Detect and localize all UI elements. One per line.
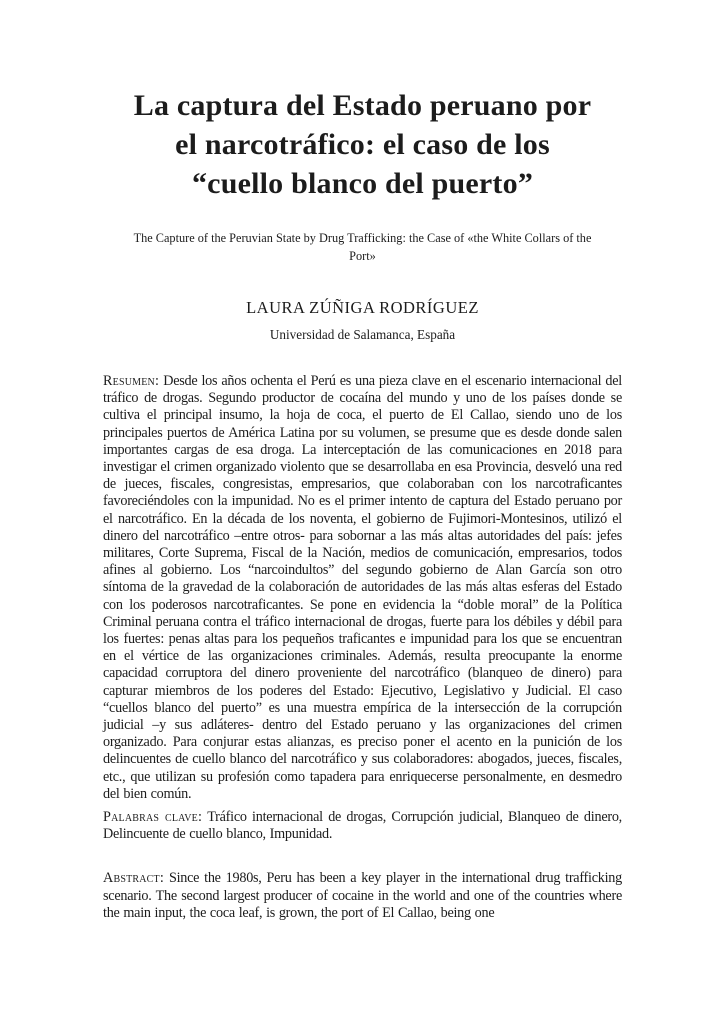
author-affiliation: Universidad de Salamanca, España xyxy=(269,327,456,342)
article-title xyxy=(103,86,622,203)
author-name: LAURA ZÚÑIGA RODRÍGUEZ xyxy=(246,298,479,317)
article-subtitle-line-1: The Capture of the Peruvian State by Drug Trafficking: the Case of «the White Collars of the xyxy=(133,231,592,245)
resumen-text: Desde los años ochenta el Perú es una pieza clave en el escenario internacional del tráfico de drogas. Segundo productor de cocaína del mundo y uno de los países donde se cultiva el principal insumo, la hoja de coca, el puerto de El Callao, siendo uno de los principales puertos de América Latina por su volumen, se presume que es desde donde salen importantes cargas de esa droga. La interceptación de las comunicaciones en 2018 para investigar el crimen organizado violento que se desarrollaba en esa Provincia, desveló una red de jueces, fiscales, congresistas, empresarios, que colaboraban con los narcotraficantes favoreciéndoles con la impunidad. No es el primer intento de captura del Estado peruano por el narcotráfico. En la década de los noventa, el gobierno de Fujimori-Montesinos, utilizó el dinero del narcotráfico –entre otros- para sobornar a las más altas autoridades del país: jefes militares, Corte Suprema, Fiscal de la Nación, medios de comunicación, empresarios, todos afines al gobierno. Los “narcoindultos” del segundo gobierno de Alan García son otro síntoma de la gravedad de la colaboración de autoridades de las más altas esferas del Estado con los poderosos narcotraficantes. Se pone en evidencia la “doble moral” de la Política Criminal peruana contra el tráfico internacional de drogas, fuerte para los débiles y débil para los fuertes: penas altas para los pequeños traficantes e impunidad para los que se encuentran en el vértice de las organizaciones criminales. Además, resulta preocupante la enorme capacidad corruptora del dinero proveniente del narcotráfico (blanqueo de dinero) para capturar miembros de los poderes del Estado: Ejecutivo, Legislativo y Judicial. El caso “cuellos blanco del puerto” es una muestra empírica de la intersección de la corrupción judicial –y sus adláteres- dentro del Estado peruano y las organizaciones del crimen organizado. Para conjurar estas alianzas, es preciso poner el acento en la punición de los delincuentes de cuello blanco del narcotráfico y sus colaboradores: abogados, jueces, fiscales, etc., que utilizan su profesión como tapadera para enriquecerse personalmente, en desmedro del bien común. xyxy=(103,373,622,802)
paper-content-column xyxy=(0,86,724,922)
keywords-label: Palabras clave: xyxy=(103,809,203,826)
resumen-paragraph xyxy=(103,373,622,803)
resumen-label: Resumen: xyxy=(103,373,160,389)
abstract-paragraph xyxy=(103,870,622,922)
article-subtitle-line-2: Port» xyxy=(349,248,376,263)
article-subtitle-english xyxy=(103,230,622,265)
abstract-text: Since the 1980s, Peru has been a key player in the international drug trafficking scenario. The second largest producer of cocaine in the world and one of the countries where the main input, the coca leaf, is grown, the port of El Callao, being one xyxy=(103,870,622,921)
article-title-line-3: “cuello blanco del puerto” xyxy=(191,167,534,200)
abstract-label: Abstract: xyxy=(103,870,164,887)
article-title-line-1: La captura del Estado peruano por xyxy=(133,89,592,122)
article-title-line-2: el narcotráfico: el caso de los xyxy=(175,128,550,161)
keywords-text: Tráfico internacional de drogas, Corrupción judicial, Blanqueo de dinero, Delincuente de cuello blanco, Impunidad. xyxy=(103,809,622,843)
keywords-paragraph xyxy=(103,809,622,843)
